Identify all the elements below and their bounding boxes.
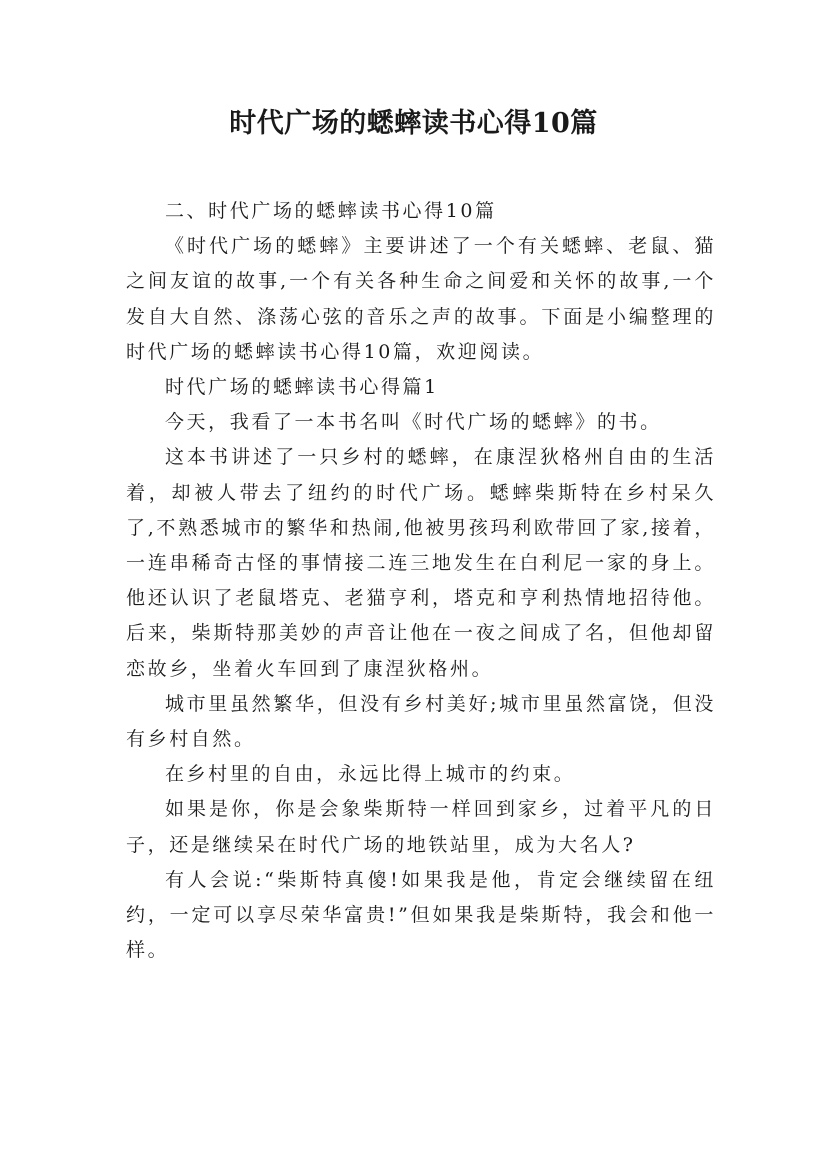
section-heading: 二、时代广场的蟋蟀读书心得10篇: [164, 200, 497, 222]
document-body: [126, 194, 716, 968]
body-paragraph: 这本书讲述了一只乡村的蟋蟀，在康涅狄格州自由的生活着，却被人带去了纽约的时代广场。蟋蟀柴斯特在乡村呆久了,不熟悉城市的繁华和热闹,他被男孩玛利欧带回了家,接着，一连串稀奇古怪的事情接二连三地发生在白利尼一家的身上。他还认识了老鼠塔克、老猫亨利，塔克和亨利热情地招待他。后来，柴斯特那美妙的声音让他在一夜之间成了名，但他却留恋故乡，坐着火车回到了康涅狄格州。: [126, 446, 716, 680]
body-paragraph: 有人会说:“柴斯特真傻!如果我是他，肯定会继续留在纽约，一定可以享尽荣华富贵!”但如果我是柴斯特，我会和他一样。: [126, 868, 716, 962]
document-title: 时代广场的蟋蟀读书心得10篇: [229, 108, 598, 139]
body-paragraph: 城市里虽然繁华，但没有乡村美好;城市里虽然富饶，但没有乡村自然。: [126, 692, 716, 751]
body-paragraph: 在乡村里的自由，永远比得上城市的约束。: [164, 763, 576, 786]
body-paragraph: 今天，我看了一本书名叫《时代广场的蟋蟀》的书。: [164, 411, 662, 434]
body-paragraph: 如果是你，你是会象柴斯特一样回到家乡，过着平凡的日子，还是继续呆在时代广场的地铁站里，成为大名人?: [126, 798, 716, 856]
body-paragraph: 《时代广场的蟋蟀》主要讲述了一个有关蟋蟀、老鼠、猫之间友谊的故事,一个有关各种生命之间爱和关怀的故事,一个发自大自然、涤荡心弦的音乐之声的故事。下面是小编整理的时代广场的蟋蟀读书心得10篇，欢迎阅读。: [126, 235, 716, 363]
subsection-heading: 时代广场的蟋蟀读书心得篇1: [164, 376, 439, 399]
